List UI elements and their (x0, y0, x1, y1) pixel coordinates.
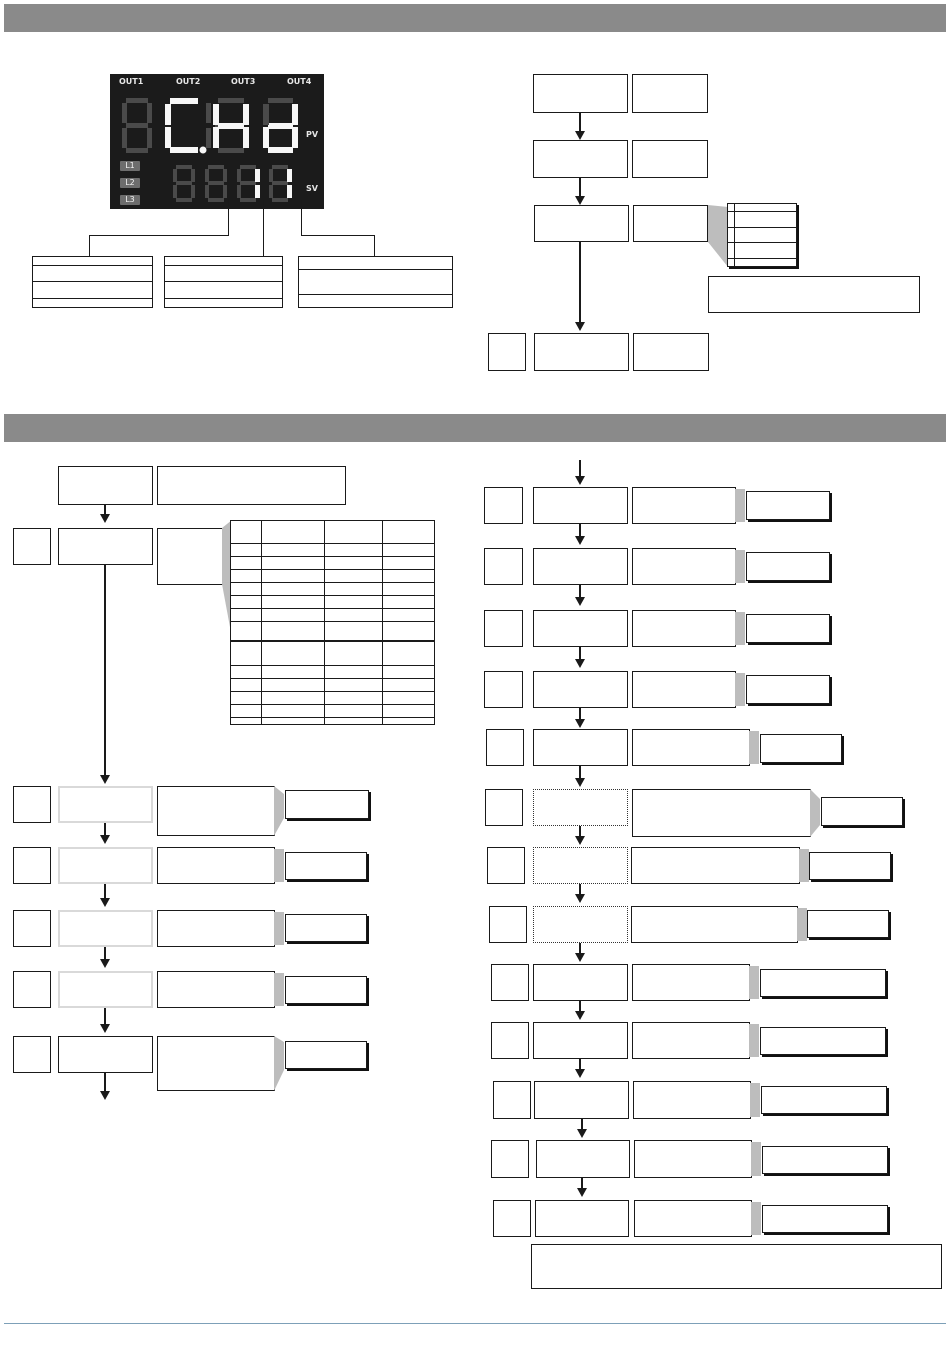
flow-right-desc-10 (632, 1022, 750, 1059)
flow-top-arrow-2 (579, 178, 581, 198)
flow-left-index-3 (13, 847, 51, 884)
flow-left-step-4 (58, 910, 153, 947)
flow-right-index-12 (491, 1140, 529, 1178)
connector-right (301, 200, 302, 236)
out2-label: OUT2 (176, 77, 201, 86)
flow-right-index-9 (491, 964, 529, 1001)
connector-left (228, 200, 229, 236)
flow-left-index-6 (13, 1036, 51, 1073)
flow-right-arrow-7-tip (575, 894, 585, 903)
flow-left-index-2 (13, 786, 51, 823)
flow-right-value-4 (746, 675, 830, 704)
flow-left-arrow-6 (104, 1073, 106, 1092)
flow-left-index-4 (13, 910, 51, 947)
section-banner-top (4, 4, 946, 32)
flow-top-note (708, 276, 920, 313)
flow-right-wedge-1 (735, 489, 745, 522)
flow-left-desc-1 (157, 528, 223, 585)
pv-reading-digits (120, 96, 306, 154)
flow-right-value-3 (746, 614, 830, 643)
flow-right-value-7 (809, 852, 891, 880)
flow-left-desc-5 (157, 971, 275, 1008)
flow-right-wedge-7 (799, 849, 809, 882)
flow-right-index-2 (484, 548, 523, 585)
flow-left-arrow-1-tip (100, 775, 110, 784)
connector-right-h (301, 235, 375, 236)
flow-right-value-10 (760, 1027, 886, 1055)
flow-top-desc-4 (633, 333, 709, 371)
flow-right-desc-7 (631, 847, 800, 884)
flow-left-step-1 (58, 528, 153, 565)
section-banner-middle (4, 414, 946, 442)
flow-left-arrow-6-tip (100, 1091, 110, 1100)
flow-left-desc-6 (157, 1036, 275, 1091)
flow-left-value-3 (285, 852, 367, 880)
flow-right-index-5 (486, 729, 524, 766)
flow-top-desc-3 (633, 205, 708, 242)
flow-left-step-3 (58, 847, 153, 884)
flow-top-step-3 (534, 205, 629, 242)
out3-label: OUT3 (231, 77, 256, 86)
flow-right-desc-12 (634, 1140, 752, 1178)
flow-right-value-8 (807, 910, 889, 938)
flow-right-desc-11 (633, 1081, 751, 1119)
connector-mid (263, 200, 264, 256)
flow-right-arrow-5-tip (575, 778, 585, 787)
flow-left-arrow-5-tip (100, 1024, 110, 1033)
flow-right-wedge-4 (735, 673, 745, 706)
flow-right-wedge-13 (751, 1202, 761, 1235)
digit-table-1 (32, 256, 153, 308)
flow-right-index-6 (485, 789, 523, 826)
flow-left-step-2 (58, 786, 153, 823)
flow-right-desc-2 (632, 548, 736, 585)
flow-right-arrow-12-tip (577, 1188, 587, 1197)
footer-rule (4, 1323, 946, 1324)
flow-right-arrow-4-tip (575, 719, 585, 728)
flow-right-desc-3 (632, 610, 736, 647)
flow-right-step-6 (533, 789, 628, 826)
flow-right-step-5 (533, 729, 628, 766)
flow-left-desc-3 (157, 847, 275, 884)
flow-left-start-desc (157, 466, 346, 505)
controller-display (110, 74, 324, 209)
flow-right-step-4 (533, 671, 628, 708)
flow-right-desc-8 (631, 906, 798, 943)
flow-left-value-6 (285, 1041, 367, 1069)
flow-right-step-8 (533, 906, 628, 943)
flow-left-arrow-0-tip (100, 514, 110, 523)
flow-right-index-8 (489, 906, 527, 943)
led-l1: L1 (120, 161, 140, 171)
flow-left-value-5 (285, 976, 367, 1004)
out4-label: OUT4 (287, 77, 312, 86)
connector-left-drop (89, 235, 90, 256)
flow-left-arrow-1 (104, 565, 106, 777)
flow-right-desc-9 (632, 964, 750, 1001)
flow-right-step-2 (533, 548, 628, 585)
flow-right-arrow-9-tip (575, 1011, 585, 1020)
flow-right-wedge-9 (749, 966, 759, 999)
flow-right-wedge-3 (735, 612, 745, 645)
flow-top-index-4 (488, 333, 526, 371)
flow-right-wedge-5 (749, 731, 759, 764)
flow-left-arrow-4-tip (100, 959, 110, 968)
flow-right-value-13 (762, 1205, 888, 1233)
flow-right-step-12 (536, 1140, 630, 1178)
flow-right-value-9 (760, 969, 886, 997)
flow-top-arrow-1 (579, 113, 581, 133)
flow-left-step-6 (58, 1036, 153, 1073)
flow-right-arrow-1-tip (575, 536, 585, 545)
flow-right-index-7 (487, 847, 525, 884)
flow-top-desc-1 (632, 74, 708, 113)
digit-table-2 (164, 256, 283, 308)
flow-right-step-13 (535, 1200, 629, 1237)
sv-reading-digits (172, 164, 300, 204)
flow-right-entry-tip (575, 476, 585, 485)
flow-right-step-7 (533, 847, 628, 884)
flow-left-index-5 (13, 971, 51, 1008)
flow-right-value-5 (760, 734, 842, 763)
flow-top-desc-2 (632, 140, 708, 178)
flow-right-step-9 (533, 964, 628, 1001)
flow-left-wedge-3 (274, 849, 284, 882)
flow-left-arrow-3-tip (100, 898, 110, 907)
flow-right-wedge-8 (797, 908, 807, 941)
flow-right-index-11 (493, 1081, 531, 1119)
flow-right-bottom-note (531, 1244, 942, 1289)
flow-right-step-1 (533, 487, 628, 524)
flow-right-value-11 (761, 1086, 887, 1114)
flow-right-value-6 (821, 797, 903, 826)
flow-right-step-10 (533, 1022, 628, 1059)
flow-left-index-1 (13, 528, 51, 565)
flow-right-value-12 (762, 1146, 888, 1174)
flow-right-desc-4 (632, 671, 736, 708)
flow-right-value-1 (746, 491, 830, 520)
flow-top-option-list (727, 203, 797, 267)
connector-left-h (89, 235, 229, 236)
flow-right-wedge-11 (750, 1083, 760, 1117)
flow-left-desc-4 (157, 910, 275, 947)
out1-label: OUT1 (119, 77, 144, 86)
flow-right-arrow-11-tip (577, 1129, 587, 1138)
pv-label: PV (306, 130, 319, 139)
flow-right-wedge-12 (751, 1142, 761, 1176)
sv-label: SV (306, 184, 318, 193)
flow-right-arrow-3-tip (575, 659, 585, 668)
flow-right-arrow-10-tip (575, 1069, 585, 1078)
flow-right-desc-6 (632, 789, 811, 837)
flow-right-index-4 (484, 671, 523, 708)
led-l3: L3 (120, 195, 140, 205)
flow-right-desc-13 (634, 1200, 752, 1237)
flow-top-step-2 (533, 140, 628, 178)
flow-right-index-13 (493, 1200, 531, 1237)
flow-left-step-5 (58, 971, 153, 1008)
flow-right-step-3 (533, 610, 628, 647)
flow-top-arrow-1-tip (575, 131, 585, 140)
flow-left-wedge-4 (274, 912, 284, 945)
digit-table-3 (298, 256, 453, 308)
flow-right-desc-5 (632, 729, 750, 766)
flow-left-option-table (230, 520, 435, 725)
flow-right-arrow-8-tip (575, 953, 585, 962)
flow-right-step-11 (534, 1081, 629, 1119)
flow-left-start (58, 466, 153, 505)
flow-top-step-1 (533, 74, 628, 113)
flow-right-wedge-2 (735, 550, 745, 583)
flow-right-arrow-2-tip (575, 597, 585, 606)
connector-right-drop (374, 235, 375, 256)
flow-right-index-1 (484, 487, 523, 524)
flow-right-index-10 (491, 1022, 529, 1059)
flow-left-wedge-5 (274, 973, 284, 1006)
flow-right-wedge-10 (749, 1024, 759, 1057)
flow-top-step-4 (534, 333, 629, 371)
led-l2: L2 (120, 178, 140, 188)
flow-right-value-2 (746, 552, 830, 581)
flow-right-arrow-6-tip (575, 836, 585, 845)
flow-top-arrow-3 (579, 242, 581, 324)
flow-right-desc-1 (632, 487, 736, 524)
flow-top-arrow-2-tip (575, 196, 585, 205)
flow-right-index-3 (484, 610, 523, 647)
flow-left-desc-2 (157, 786, 275, 836)
flow-left-value-2 (285, 790, 369, 819)
flow-left-arrow-2-tip (100, 835, 110, 844)
flow-left-value-4 (285, 914, 367, 942)
flow-top-arrow-3-tip (575, 322, 585, 331)
